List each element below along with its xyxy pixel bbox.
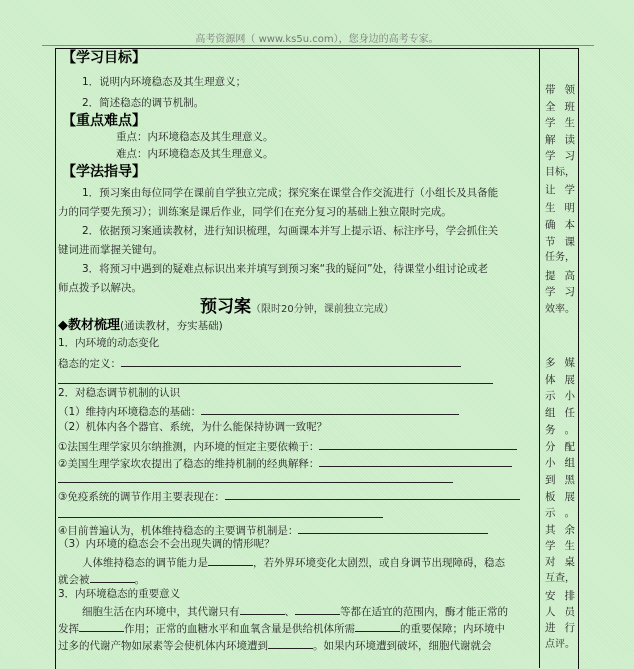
- side-note-line: 体展: [545, 374, 584, 386]
- material-line: [58, 637, 492, 653]
- fill-blank[interactable]: [298, 522, 488, 534]
- side-note-line: 小组: [545, 457, 584, 469]
- material-line: [58, 471, 453, 487]
- text: 细胞生活在内环境中，其代谢只有: [82, 606, 240, 618]
- text: 人体维持稳态的调节能力是: [82, 557, 208, 569]
- material-line: [58, 571, 145, 587]
- side-note-line: 学习: [545, 150, 584, 162]
- side-note-line: 全班: [545, 101, 584, 113]
- method-line: 师点拨予以解决。: [58, 282, 142, 294]
- side-note-line: 示小: [545, 390, 584, 402]
- material-heading: ◆教材梳理: [58, 318, 120, 333]
- text: 作用；正常的血糖水平和血氧含量是供给机体所需: [124, 623, 355, 635]
- material-line: 1．内环境的动态变化: [58, 337, 160, 349]
- side-note-line: 任务，: [545, 252, 575, 263]
- fill-blank[interactable]: [58, 372, 493, 384]
- side-note-line: 点评。: [545, 639, 575, 650]
- fill-blank[interactable]: [355, 620, 400, 632]
- material-line: （2）机体内各个器官、系统，为什么能保持协调一致呢？: [58, 421, 328, 433]
- text: 。: [134, 574, 145, 586]
- text: 就会被: [58, 574, 90, 586]
- material-line: [82, 554, 505, 570]
- side-note-line: 确本: [545, 219, 584, 231]
- label: （1）维持内环境稳态的基础：: [58, 406, 202, 418]
- side-note-line: 解读: [545, 134, 584, 146]
- side-note-line: 对桌: [545, 556, 584, 568]
- material-line: 2．对稳态调节机制的认识: [58, 387, 181, 399]
- text: 的重要保障；内环境中: [400, 623, 505, 635]
- material-line: （3）内环境的稳态会不会出现失调的情形呢？: [58, 538, 275, 550]
- material-line: [58, 488, 520, 504]
- header-rule: [42, 45, 594, 46]
- material-line: [58, 620, 505, 636]
- fill-blank[interactable]: [208, 554, 253, 566]
- key-focus: 重点：内环境稳态及其生理意义。: [116, 131, 274, 143]
- text: 、: [284, 606, 295, 618]
- material-line: [58, 438, 517, 454]
- key-heading: 【重点难点】: [62, 113, 146, 129]
- method-heading: 【学法指导】: [62, 164, 146, 180]
- preview-title-row: [200, 296, 394, 321]
- text: 。如果内环境遭到破坏，细胞代谢就会: [313, 640, 492, 652]
- material-line: [58, 403, 459, 419]
- goal-item: 2．简述稳态的调节机制。: [82, 97, 205, 109]
- method-line: 1．预习案由每位同学在课前自学独立完成；探究案在课堂合作交流进行（小组长及具备能: [82, 187, 499, 199]
- side-note-line: 学生: [545, 117, 584, 129]
- text: 发挥: [58, 623, 79, 635]
- fill-blank[interactable]: [58, 506, 383, 518]
- side-note-line: 板展: [545, 491, 584, 503]
- fill-blank[interactable]: [240, 603, 285, 615]
- label: ④目前普遍认为，机体维持稳态的主要调节机制是：: [58, 525, 299, 537]
- method-line: 3．将预习中遇到的疑难点标识出来并填写到预习案“我的疑问”处，待课堂小组讨论或老: [82, 263, 489, 275]
- side-note-line: 效率。: [545, 304, 575, 315]
- material-heading-row: [58, 319, 223, 333]
- fill-blank[interactable]: [79, 620, 124, 632]
- side-note-line: 组任: [545, 407, 584, 419]
- side-note-line: 提高: [545, 270, 584, 282]
- fill-blank[interactable]: [90, 571, 135, 583]
- side-note-line: 让学: [545, 184, 584, 196]
- side-note-line: 分配: [545, 441, 584, 453]
- side-note-line: 到黑: [545, 474, 584, 486]
- label: ②美国生理学家坎农提出了稳态的维持机制的经典解释：: [58, 458, 320, 470]
- goals-heading: 【学习目标】: [62, 50, 146, 66]
- fill-blank[interactable]: [319, 455, 512, 467]
- preview-note: （限时20分钟，课前独立完成）: [251, 304, 394, 315]
- text: 等都在适宜的范围内，酶才能正常的: [340, 606, 508, 618]
- label: ③免疫系统的调节作用主要表现在：: [58, 491, 225, 503]
- material-line: [58, 506, 383, 522]
- side-note-line: 学生: [545, 540, 584, 552]
- material-line: [58, 522, 488, 538]
- side-note-line: 进行: [545, 622, 584, 634]
- method-line: 2．依据预习案通读教材，进行知识梳理，勾画课本并写上提示语、标注序号，学会抓住关: [82, 225, 499, 237]
- material-line: [58, 355, 461, 371]
- fill-blank[interactable]: [58, 471, 453, 483]
- side-note-line: 安排: [545, 590, 584, 602]
- side-note-line: 务。: [545, 424, 584, 436]
- side-note-line: 带领: [545, 84, 584, 96]
- fill-blank[interactable]: [201, 403, 459, 415]
- fill-blank[interactable]: [319, 438, 517, 450]
- side-note-line: 生明: [545, 202, 584, 214]
- side-note-line: 目标，: [545, 167, 575, 178]
- side-note-line: 人员: [545, 606, 584, 618]
- fill-blank[interactable]: [268, 637, 313, 649]
- material-note: (通读教材，夯实基础): [120, 320, 223, 332]
- side-note-line: 其余: [545, 524, 584, 536]
- method-line: 力的同学要先预习）；训练案是课后作业，同学们在充分复习的基础上独立限时完成。: [58, 206, 452, 218]
- side-note-line: 互查，: [545, 573, 575, 584]
- material-line: [82, 603, 508, 619]
- column-divider: [539, 48, 540, 668]
- fill-blank[interactable]: [225, 488, 520, 500]
- material-line: [58, 455, 512, 471]
- label: 稳态的定义：: [58, 358, 121, 370]
- goal-item: 1．说明内环境稳态及其生理意义；: [82, 76, 247, 88]
- fill-blank[interactable]: [121, 355, 461, 367]
- side-note-line: 学习: [545, 286, 584, 298]
- fill-blank[interactable]: [295, 603, 340, 615]
- side-note-line: 节课: [545, 236, 584, 248]
- side-note-line: 示。: [545, 507, 584, 519]
- method-line: 键词进而掌握关键句。: [58, 244, 163, 256]
- preview-title: 预习案: [200, 297, 251, 317]
- page-header: 高考资源网（ www.ks5u.com），您身边的高考专家。: [195, 34, 439, 45]
- side-note-line: 多媒: [545, 357, 584, 369]
- text: 过多的代谢产物如尿素等会使机体内环境遭到: [58, 640, 268, 652]
- label: ①法国生理学家贝尔纳推测，内环境的恒定主要依赖于：: [58, 441, 320, 453]
- text: ，若外界环境变化太剧烈，或自身调节出现障碍，稳态: [253, 557, 505, 569]
- material-line: 3．内环境稳态的重要意义: [58, 588, 181, 600]
- key-difficulty: 难点：内环境稳态及其生理意义。: [116, 148, 274, 160]
